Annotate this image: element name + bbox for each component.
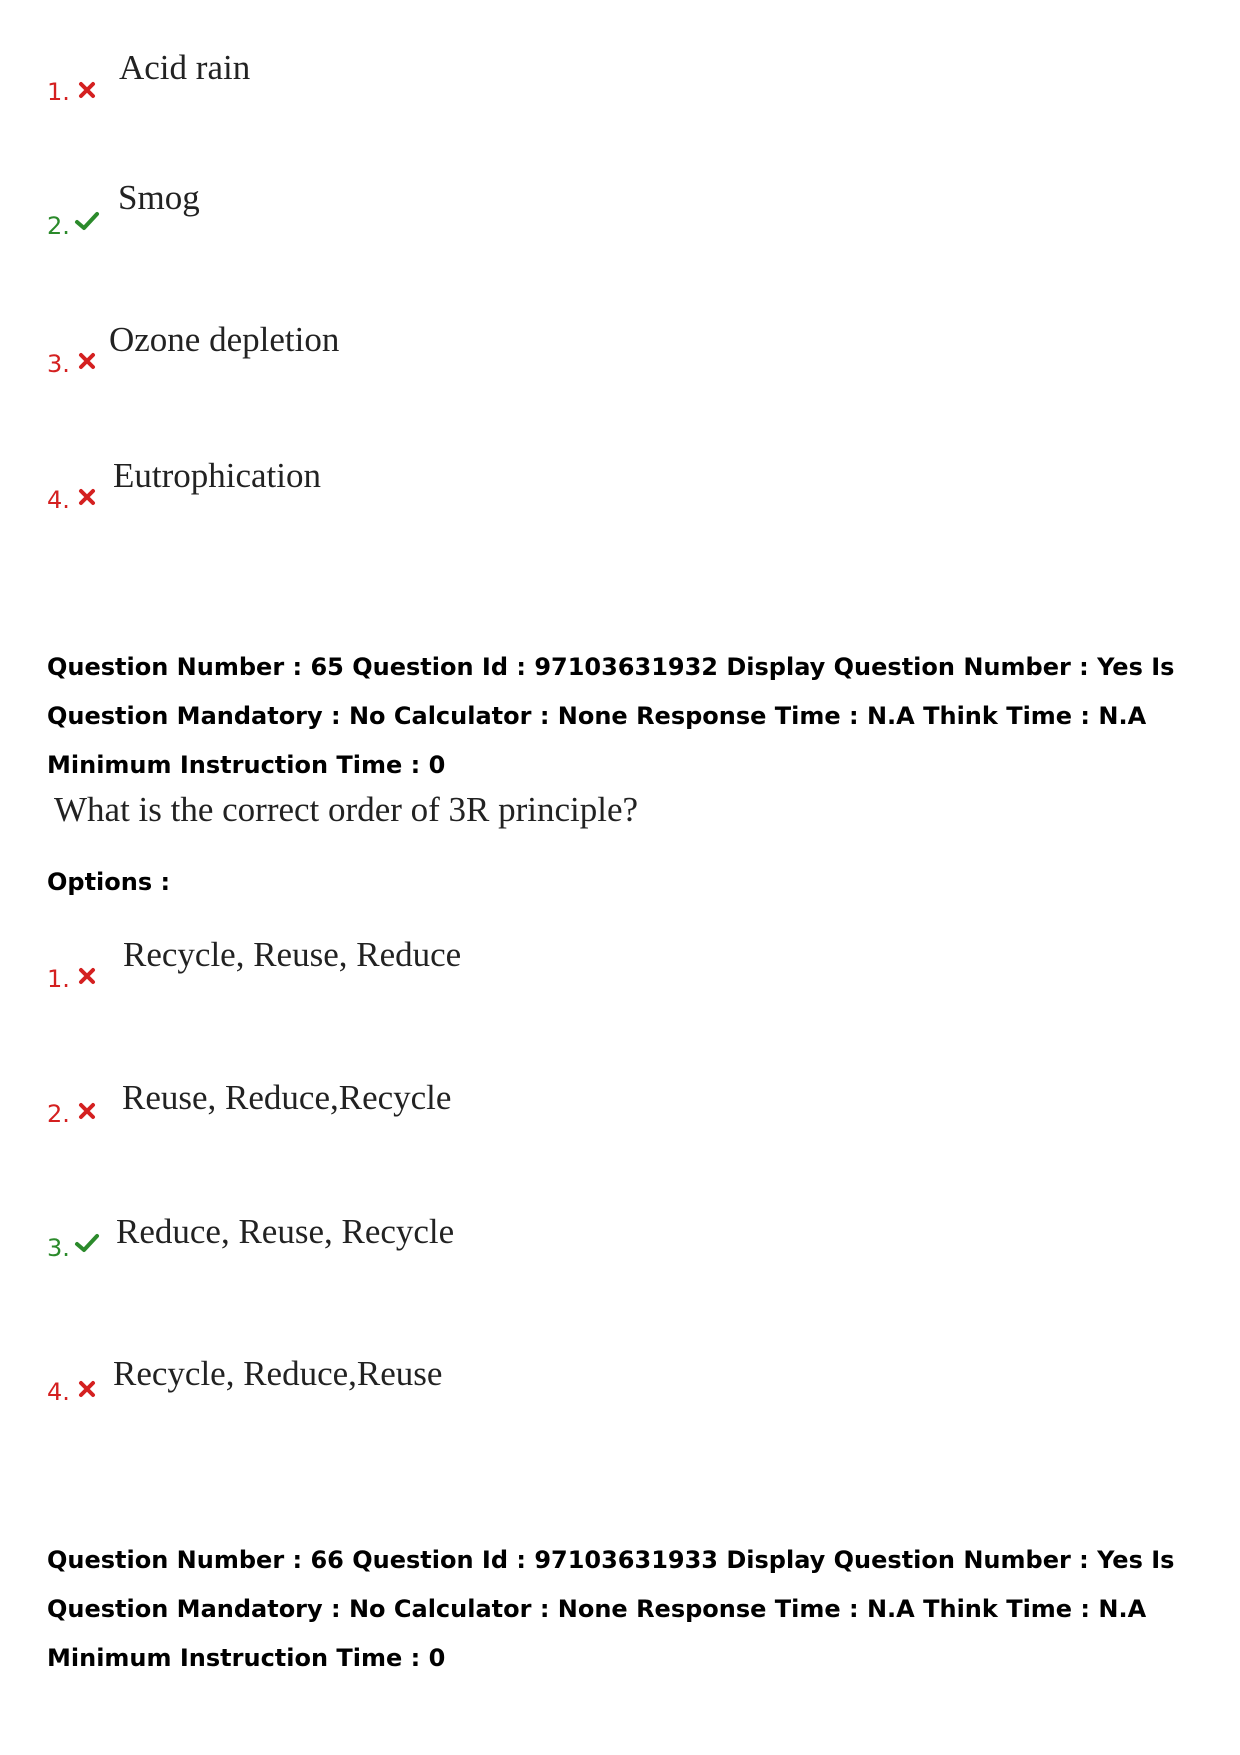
option-number: 4.	[47, 486, 70, 514]
cross-icon	[74, 77, 100, 103]
option-number: 3.	[47, 1234, 70, 1262]
option-text: Smog	[118, 178, 200, 217]
cross-icon	[74, 1376, 100, 1402]
cross-icon	[74, 963, 100, 989]
cross-icon	[74, 484, 100, 510]
option-number: 1.	[47, 78, 70, 106]
options-label: Options :	[47, 868, 171, 896]
option-number: 2.	[47, 1100, 70, 1128]
option-text: Recycle, Reuse, Reduce	[123, 935, 462, 974]
option-text: Ozone depletion	[109, 320, 340, 359]
option-text: Reuse, Reduce,Recycle	[122, 1078, 452, 1117]
option-text: Reduce, Reuse, Recycle	[116, 1212, 455, 1251]
option-number: 1.	[47, 965, 70, 993]
option-text: Acid rain	[119, 48, 251, 87]
question-text: What is the correct order of 3R principle?	[54, 790, 639, 829]
check-icon	[74, 1230, 100, 1256]
option-text: Recycle, Reduce,Reuse	[113, 1354, 443, 1393]
option-number: 2.	[47, 212, 70, 240]
option-number: 4.	[47, 1378, 70, 1406]
check-icon	[74, 208, 100, 234]
cross-icon	[74, 1098, 100, 1124]
option-number: 3.	[47, 350, 70, 378]
question-meta: Question Number : 65 Question Id : 97103631932 Display Question Number : Yes Is Question Mandatory : No Calculator : None Response Time : N.A Think Time : N.A Minimum Instruction Time : 0	[47, 653, 1175, 779]
question-meta: Question Number : 66 Question Id : 97103631933 Display Question Number : Yes Is Question Mandatory : No Calculator : None Response Time : N.A Think Time : N.A Minimum Instruction Time : 0	[47, 1546, 1175, 1672]
cross-icon	[74, 348, 100, 374]
option-text: Eutrophication	[113, 456, 322, 495]
